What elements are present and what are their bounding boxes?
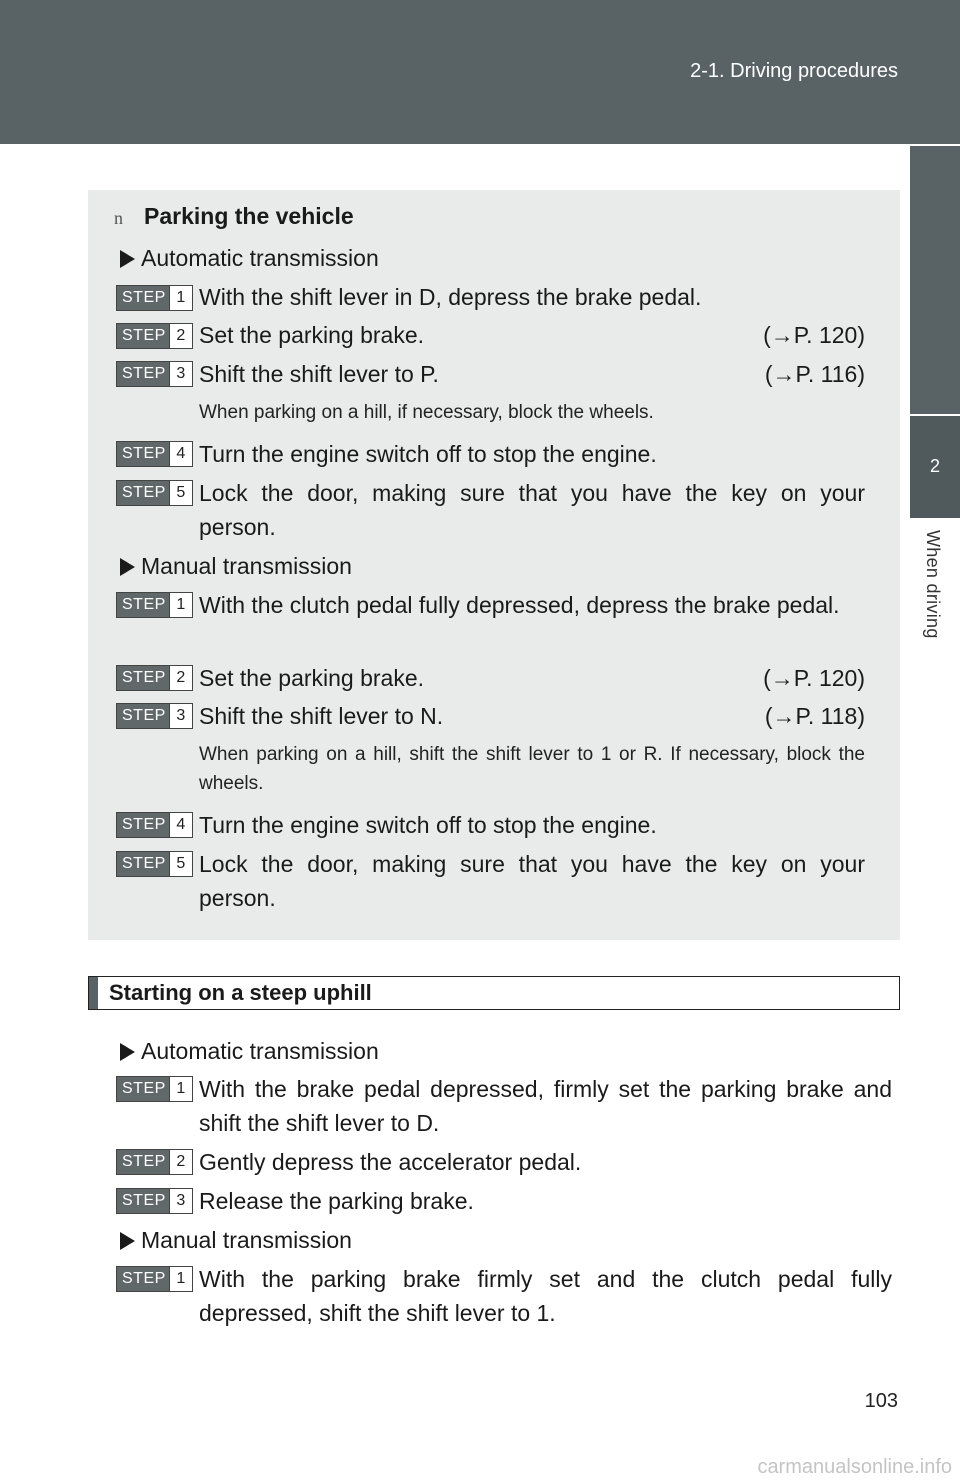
uphill-heading-bar <box>88 976 900 1010</box>
page-reference: (→P. 120) <box>763 665 865 691</box>
step-text: Shift the shift lever to N. <box>199 703 444 729</box>
step-text: Set the parking brake. <box>199 322 425 348</box>
step-text: Set the parking brake. <box>199 665 425 691</box>
side-tab-chapter <box>910 416 960 518</box>
step-badge: STEP 4 <box>116 441 193 467</box>
note-text: When parking on a hill, shift the shift lever to 1 or R. If necessary, block the wheels. <box>199 744 865 794</box>
auto-transmission-label: Automatic transmission <box>120 1034 379 1068</box>
step-text: Lock the door, making sure that you have the key on your person. <box>199 480 865 540</box>
step-badge: STEP 2 <box>116 323 193 349</box>
step-badge: STEP 2 <box>116 1149 193 1175</box>
step-text: With the clutch pedal fully depressed, depress the brake pedal. <box>199 592 840 618</box>
step-text: With the brake pedal depressed, firmly set the parking brake and shift the shift lever to D. <box>199 1076 892 1136</box>
step-text: Turn the engine switch off to stop the engine. <box>199 812 657 838</box>
step-text: Lock the door, making sure that you have the key on your person. <box>199 851 865 911</box>
step-badge: STEP 1 <box>116 285 193 311</box>
triangle-bullet-icon <box>120 558 135 576</box>
note-text: When parking on a hill, if necessary, block the wheels. <box>199 402 654 423</box>
chapter-label: When driving <box>923 530 943 639</box>
triangle-bullet-icon <box>120 250 135 268</box>
step-badge: STEP 5 <box>116 480 193 506</box>
manual-transmission-label: Manual transmission <box>120 1223 352 1257</box>
step-badge: STEP 3 <box>116 1188 193 1214</box>
manual-transmission-label: Manual transmission <box>120 549 352 583</box>
step-text: Turn the engine switch off to stop the engine. <box>199 441 657 467</box>
step-badge: STEP 5 <box>116 851 193 877</box>
step-text: With the parking brake firmly set and the clutch pedal fully depressed, shift the shift lever to 1. <box>199 1266 892 1326</box>
step-text: Gently depress the accelerator pedal. <box>199 1149 582 1175</box>
page-reference: (→P. 118) <box>764 703 865 729</box>
heading-accent <box>89 977 98 1009</box>
step-text: With the shift lever in D, depress the brake pedal. <box>199 284 702 310</box>
step-badge: STEP 3 <box>116 361 193 387</box>
section-title: 2-1. Driving procedures <box>690 60 898 82</box>
page-header <box>0 0 960 144</box>
side-tab-bar <box>910 146 960 414</box>
triangle-bullet-icon <box>120 1043 135 1061</box>
parking-heading: Parking the vehicle <box>144 203 354 229</box>
step-text: Shift the shift lever to P. <box>199 361 439 387</box>
step-badge: STEP 4 <box>116 812 193 838</box>
auto-transmission-label: Automatic transmission <box>120 241 379 275</box>
uphill-heading: Starting on a steep uphill <box>109 980 372 1005</box>
page-reference: (→P. 120) <box>763 322 865 348</box>
step-badge: STEP 3 <box>116 703 193 729</box>
step-badge: STEP 1 <box>116 1076 193 1102</box>
step-badge: STEP 1 <box>116 592 193 618</box>
chapter-number: 2 <box>929 456 940 476</box>
step-badge: STEP 2 <box>116 665 193 691</box>
square-bullet-icon: n <box>114 208 123 228</box>
side-tab-label-area <box>910 520 960 670</box>
page-number: 103 <box>864 1390 898 1412</box>
step-text: Release the parking brake. <box>199 1188 474 1214</box>
triangle-bullet-icon <box>120 1232 135 1250</box>
watermark: carmanualsonline.info <box>757 1456 952 1478</box>
page-reference: (→P. 116) <box>764 361 865 387</box>
step-badge: STEP 1 <box>116 1266 193 1292</box>
